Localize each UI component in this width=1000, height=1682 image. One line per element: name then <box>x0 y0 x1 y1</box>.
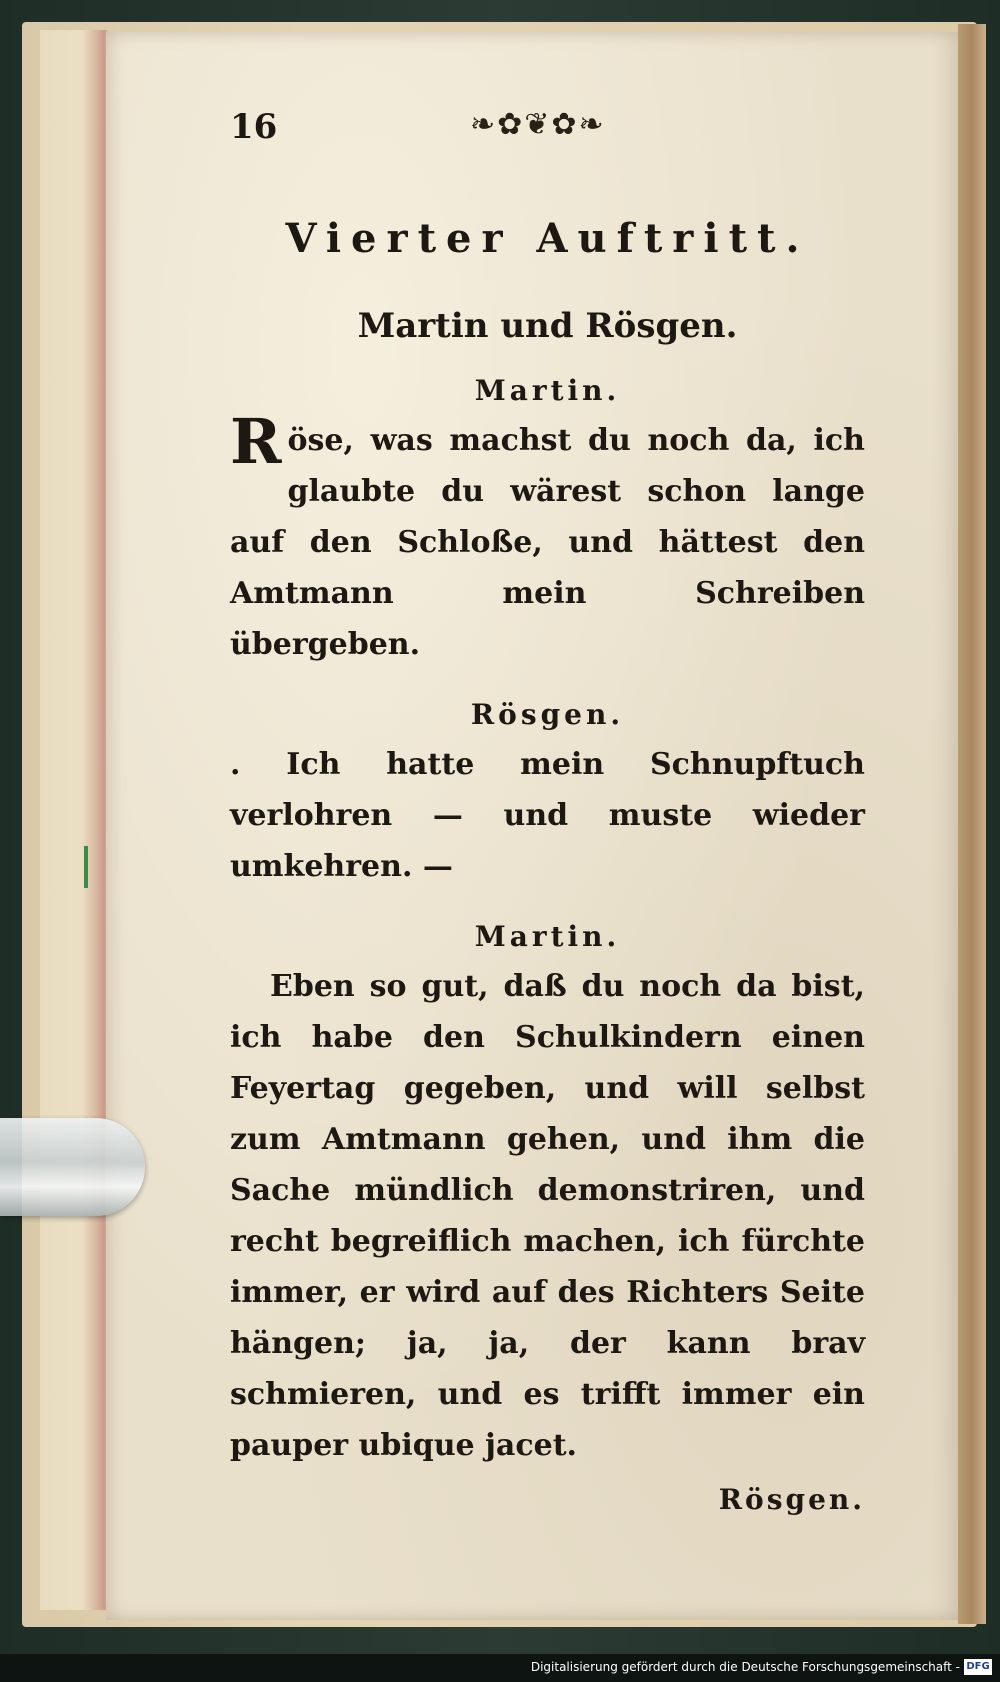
funding-credit: Digitalisierung gefördert durch die Deutsche Forschungsgemeinschaft - <box>530 1660 960 1674</box>
header-ornament-icon: ❧✿❦✿❧ <box>470 107 606 142</box>
speaker-name: Martin. <box>474 920 621 953</box>
scene-title: Vierter Auftritt. <box>285 215 810 262</box>
bookmark-strip <box>84 846 88 888</box>
drop-initial: R <box>230 405 282 478</box>
page-number: 16 <box>230 107 278 147</box>
page-header <box>230 105 865 165</box>
scene-characters: Martin und Rösgen. <box>357 306 738 346</box>
speaker-name: Rösgen. <box>470 698 625 731</box>
footer-bar <box>0 1654 1000 1682</box>
speech-text <box>230 961 865 1471</box>
speaker-name: Martin. <box>474 374 621 407</box>
catchword: Rösgen. <box>718 1483 865 1516</box>
page-holder-clip <box>0 1118 145 1216</box>
speech-text <box>230 739 865 892</box>
page-edges <box>40 30 110 1610</box>
speech-body: Eben so gut, daß du noch da bist, ich habe den Schulkindern einen Feyertag gegeben, und will selbst zum Amtmann gehen, und ihm die Sache mündlich demonstriren, und recht begreiflich machen, ich fürchte immer, er wird auf des Richters Seite hängen; ja, ja, der kann brav schmieren, und es trifft immer ein pauper ubique jacet. <box>230 969 865 1463</box>
dfg-logo-icon: DFG <box>964 1659 992 1675</box>
speech-body: . Ich hatte mein Schnupftuch verlohren — und muste wieder umkehren. — <box>230 747 865 884</box>
book-spine-edge <box>958 24 986 1624</box>
speech-body: öse, was machst du noch da, ich glaubte du wärest schon lange auf den Schloße, und hättest den Amtmann mein Schreiben übergeben. <box>230 423 865 662</box>
speech-text <box>230 405 865 670</box>
page-text <box>230 105 865 1516</box>
